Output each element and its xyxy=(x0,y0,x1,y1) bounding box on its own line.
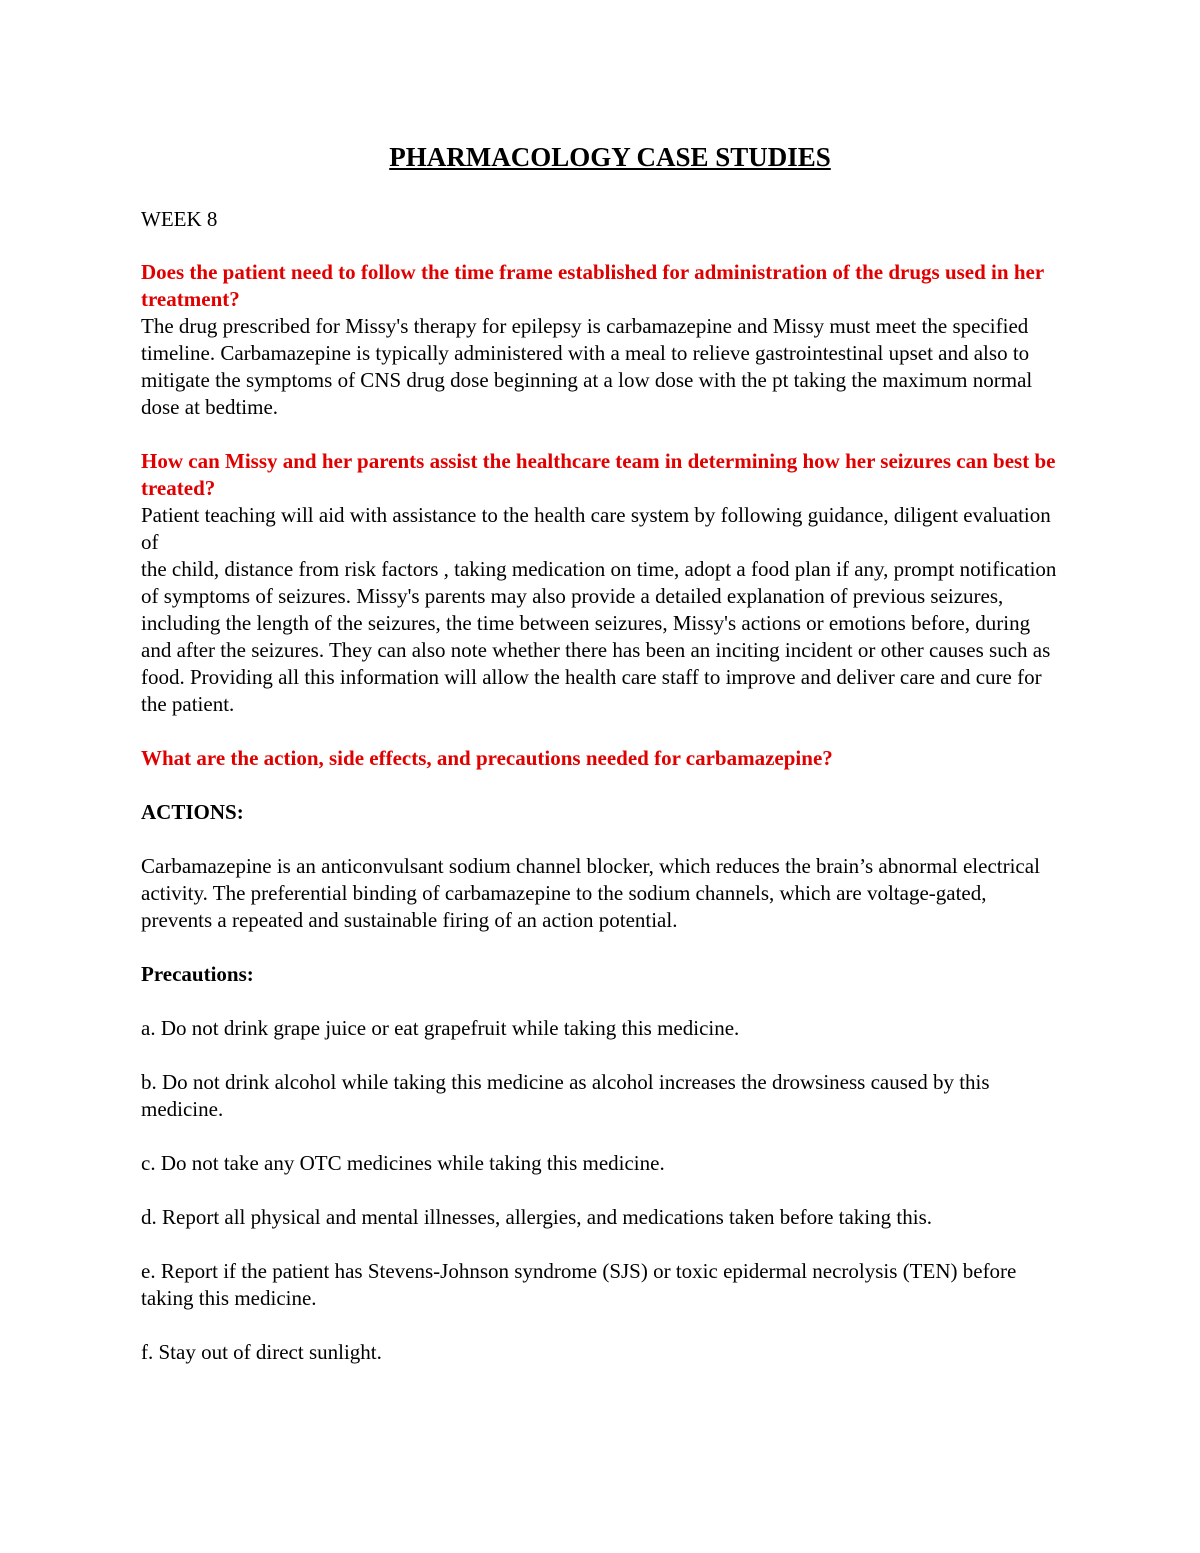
answer-1: The drug prescribed for Missy's therapy for epilepsy is carbamazepine and Missy must meet the specified timeline. Carbamazepine is typically administered with a meal to relieve gastrointestinal upset and also to mitigate the symptoms of CNS drug dose beginning at a low dose with the pt taking the maximum normal dose at bedtime. xyxy=(141,314,1033,419)
spacer xyxy=(141,1177,1061,1204)
spacer xyxy=(141,772,1061,799)
precaution-item-c: c. Do not take any OTC medicines while taking this medicine. xyxy=(141,1151,665,1175)
spacer xyxy=(141,718,1061,745)
spacer xyxy=(141,826,1061,853)
precautions-heading: Precautions: xyxy=(141,962,254,986)
spacer xyxy=(141,988,1061,1015)
spacer xyxy=(141,934,1061,961)
precaution-item-b: b. Do not drink alcohol while taking this medicine as alcohol increases the drowsiness caused by this medicine. xyxy=(141,1070,990,1121)
document-title: PHARMACOLOGY CASE STUDIES xyxy=(389,142,831,172)
document-page xyxy=(141,140,1061,1366)
precaution-item-a: a. Do not drink grape juice or eat grapefruit while taking this medicine. xyxy=(141,1016,740,1040)
answer-2-part-2: the child, distance from risk factors , taking medication on time, adopt a food plan if any, prompt notification of symptoms of seizures. Missy's parents may also provide a detailed explanation of previous seizures, including the length of the seizures, the time between seizures, Missy's actions or emotions before, during and after the seizures. They can also note whether there has been an inciting incident or other causes such as food. Providing all this information will allow the health care staff to improve and deliver care and cure for the patient. xyxy=(141,557,1057,716)
spacer xyxy=(141,421,1061,448)
actions-heading: ACTIONS: xyxy=(141,800,244,824)
actions-text: Carbamazepine is an anticonvulsant sodium channel blocker, which reduces the brain’s abnormal electrical activity. The preferential binding of carbamazepine to the sodium channels, which are voltage-gated, prevents a repeated and sustainable firing of an action potential. xyxy=(141,854,1040,932)
week-label: WEEK 8 xyxy=(141,207,218,231)
spacer xyxy=(141,1231,1061,1258)
spacer xyxy=(141,1312,1061,1339)
question-2: How can Missy and her parents assist the healthcare team in determining how her seizures can best be treated? xyxy=(141,449,1056,500)
question-1: Does the patient need to follow the time frame established for administration of the drugs used in her treatment? xyxy=(141,260,1044,311)
spacer xyxy=(141,1123,1061,1150)
spacer xyxy=(141,1042,1061,1069)
answer-2-part-1: Patient teaching will aid with assistance to the health care system by following guidance, diligent evaluation of xyxy=(141,503,1051,554)
question-3: What are the action, side effects, and precautions needed for carbamazepine? xyxy=(141,746,833,770)
precaution-item-d: d. Report all physical and mental illnesses, allergies, and medications taken before taking this. xyxy=(141,1205,932,1229)
precaution-item-e: e. Report if the patient has Stevens-Johnson syndrome (SJS) or toxic epidermal necrolysis (TEN) before taking this medicine. xyxy=(141,1259,1017,1310)
precaution-item-f: f. Stay out of direct sunlight. xyxy=(141,1340,382,1364)
